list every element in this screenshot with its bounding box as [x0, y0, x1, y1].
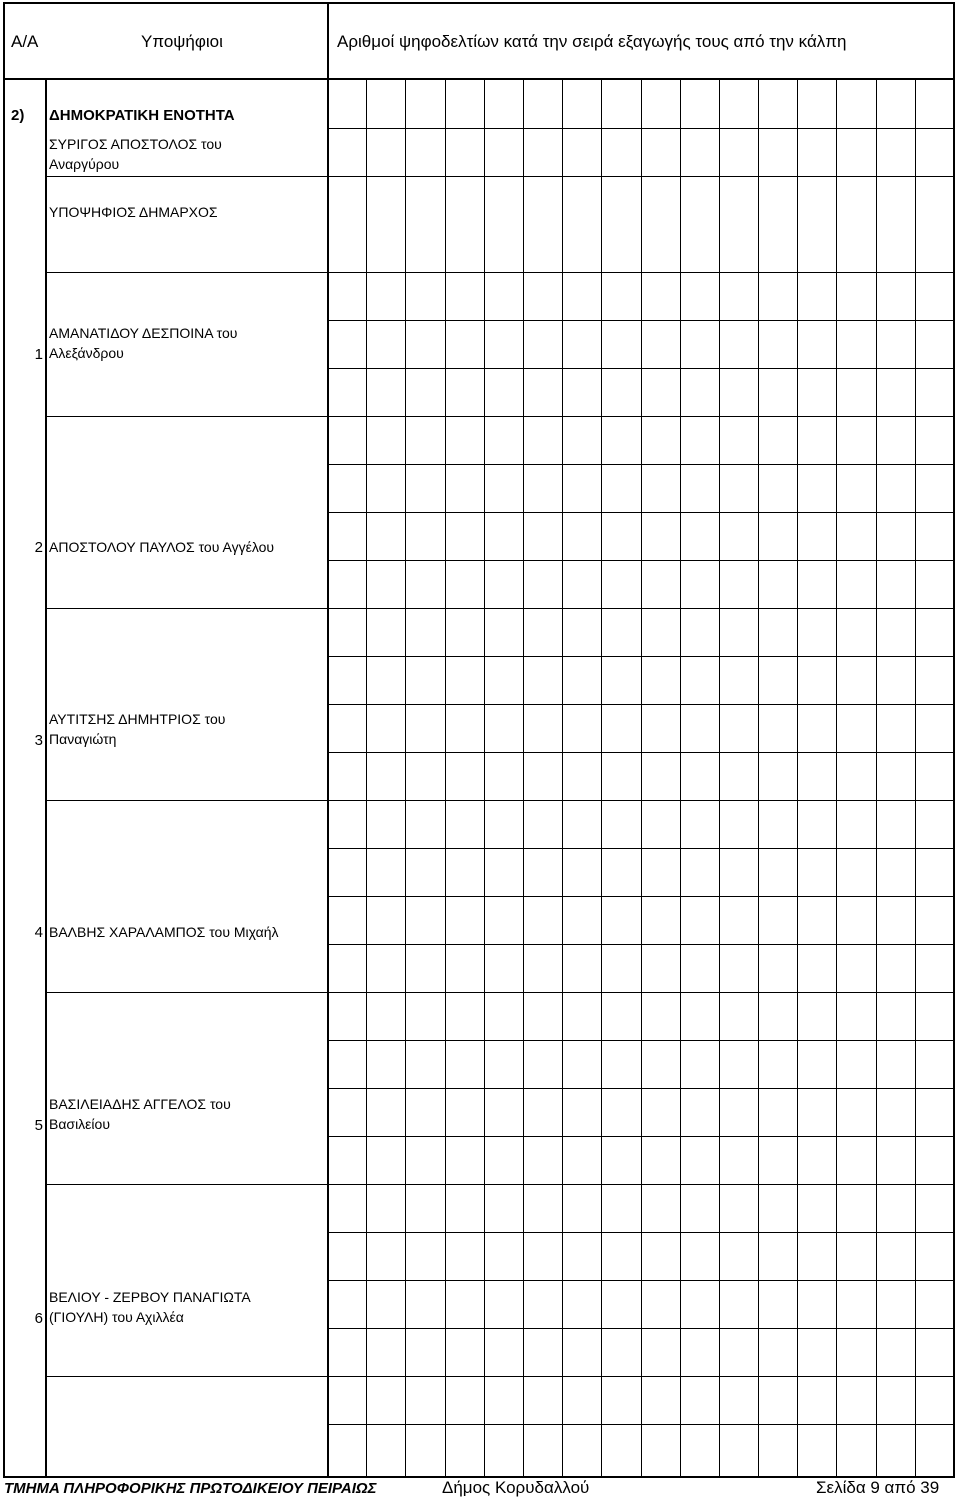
header-ballots: Αριθμοί ψηφοδελτίων κατά την σειρά εξαγωγής τους από την κάλπη: [337, 32, 847, 51]
footer-page-number: Σελίδα 9 από 39: [816, 1478, 940, 1497]
row-line: [327, 704, 953, 705]
row-line: [45, 800, 953, 801]
row-line: [327, 1136, 953, 1137]
tally-column-line: [523, 78, 524, 1476]
row-line: [45, 1376, 953, 1377]
header-aa: Α/Α: [11, 32, 39, 51]
header-candidates: Υποψήφιοι: [141, 32, 223, 51]
candidate-number: 3: [34, 732, 43, 749]
tally-column-line: [758, 78, 759, 1476]
party-number: 2): [11, 107, 25, 124]
tally-column-line: [405, 78, 406, 1476]
candidate-name: [49, 537, 321, 557]
tally-column-line: [641, 78, 642, 1476]
tally-column-line: [366, 78, 367, 1476]
row-line: [327, 320, 953, 321]
candidate-name-line1: ΒΕΛΙΟΥ - ΖΕΡΒΟΥ ΠΑΝΑΓΙΩΤΑ: [49, 1289, 251, 1305]
candidate-name-line1: ΒΑΛΒΗΣ ΧΑΡΑΛΑΜΠΟΣ του Μιχαήλ: [49, 924, 279, 940]
row-line: [45, 272, 953, 273]
row-line: [45, 1184, 953, 1185]
tally-column-line: [719, 78, 720, 1476]
candidate-name-line1: ΑΠΟΣΤΟΛΟΥ ΠΑΥΛΟΣ του Αγγέλου: [49, 539, 275, 555]
candidate-name: [49, 323, 321, 363]
row-line: [327, 1280, 953, 1281]
row-line: [327, 176, 953, 177]
row-line: [327, 1328, 953, 1329]
mayor-candidate-label: ΥΠΟΨΗΦΙΟΣ ΔΗΜΑΡΧΟΣ: [49, 204, 218, 220]
candidate-name: [49, 1287, 321, 1327]
candidate-name: [49, 709, 321, 749]
candidate-name-line2: Αλεξάνδρου: [49, 345, 124, 361]
candidate-number: 1: [34, 346, 43, 363]
tally-column-line: [445, 78, 446, 1476]
candidate-number: 4: [34, 924, 43, 941]
column-divider-aa: [45, 78, 47, 1476]
tally-column-line: [915, 78, 916, 1476]
candidate-name-line1: ΑΜΑΝΑΤΙΔΟΥ ΔΕΣΠΟΙΝΑ του: [49, 325, 238, 341]
tally-column-line: [484, 78, 485, 1476]
tally-column-line: [797, 78, 798, 1476]
tally-column-line: [836, 78, 837, 1476]
page-footer: [0, 1478, 960, 1500]
candidate-number: 6: [34, 1310, 43, 1327]
candidate-number: 5: [34, 1117, 43, 1134]
party-leader-line2: Αναργύρου: [49, 156, 120, 172]
row-line: [45, 416, 953, 417]
candidate-name: [49, 1094, 321, 1134]
tally-column-line: [601, 78, 602, 1476]
row-line: [45, 992, 953, 993]
vote-tally-sheet: [3, 2, 955, 1478]
candidate-name-line1: ΑΥΤΙΤΣΗΣ ΔΗΜΗΤΡΙΟΣ του: [49, 711, 226, 727]
row-line: [327, 752, 953, 753]
row-line: [327, 944, 953, 945]
row-line: [327, 1232, 953, 1233]
party-leader-line1: ΣΥΡΙΓΟΣ ΑΠΟΣΤΟΛΟΣ του: [49, 136, 222, 152]
tally-column-line: [876, 78, 877, 1476]
candidate-number: 2: [34, 539, 43, 556]
party-title: ΔΗΜΟΚΡΑΤΙΚΗ ΕΝΟΤΗΤΑ: [49, 107, 235, 124]
footer-department: ΤΜΗΜΑ ΠΛΗΡΟΦΟΡΙΚΗΣ ΠΡΩΤΟΔΙΚΕΙΟΥ ΠΕΙΡΑΙΩΣ: [4, 1480, 377, 1497]
candidate-name-line1: ΒΑΣΙΛΕΙΑΔΗΣ ΑΓΓΕΛΟΣ του: [49, 1096, 231, 1112]
column-divider-candidates: [327, 4, 329, 1476]
party-leader: [49, 134, 321, 174]
row-line: [45, 608, 953, 609]
candidate-name-line2: Παναγιώτη: [49, 731, 117, 747]
row-line: [327, 1088, 953, 1089]
candidate-name-line2: (ΓΙΟΥΛΗ) του Αχιλλέα: [49, 1309, 184, 1325]
footer-municipality: Δήμος Κορυδαλλού: [442, 1478, 590, 1497]
tally-column-line: [562, 78, 563, 1476]
tally-column-line: [680, 78, 681, 1476]
row-line: [327, 1040, 953, 1041]
row-line: [327, 896, 953, 897]
row-line: [327, 848, 953, 849]
row-line: [327, 464, 953, 465]
row-line: [327, 656, 953, 657]
row-line: [327, 560, 953, 561]
row-line: [45, 176, 327, 177]
candidate-name: [49, 922, 321, 942]
row-line: [327, 128, 953, 129]
row-line: [327, 368, 953, 369]
row-line: [327, 512, 953, 513]
row-line: [327, 1424, 953, 1425]
candidate-name-line2: Βασιλείου: [49, 1116, 110, 1132]
